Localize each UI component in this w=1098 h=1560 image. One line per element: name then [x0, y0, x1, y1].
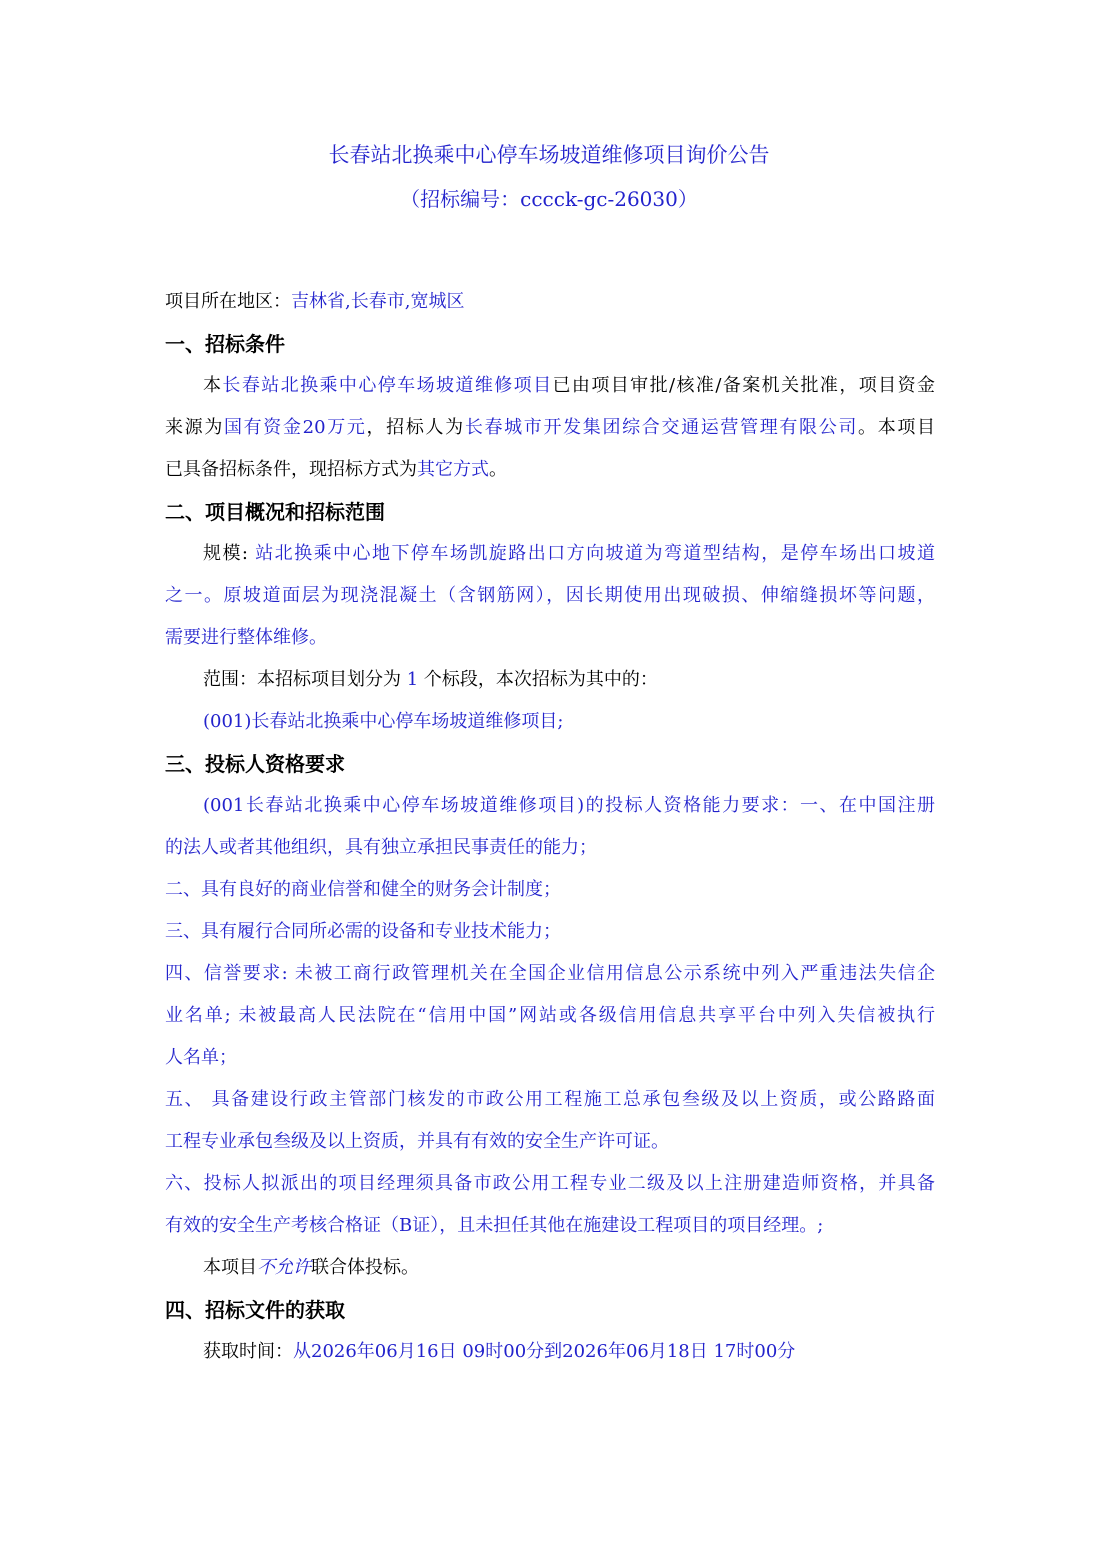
- project-region: 项目所在地区：吉林省,长春市,宽城区: [165, 291, 465, 312]
- section-1-line-3: 已具备招标条件，现招标方式为其它方式。: [165, 459, 507, 480]
- section-4-heading: 四、招标文件的获取: [165, 1298, 345, 1322]
- document-body: [165, 281, 935, 1373]
- scale-line-2: 之一。原坡道面层为现浇混凝土（含钢筋网），因长期使用出现破损、伸缩缝损坏等问题，: [165, 585, 935, 606]
- qual-line-6: 业名单; 未被最高人民法院在“信用中国”网站或各级信用信息共享平台中列入失信被执行: [165, 1005, 935, 1026]
- range-line: 范围：本招标项目划分为 1 个标段，本次招标为其中的：: [203, 669, 658, 690]
- lot-line: (001)长春站北换乘中心停车场坡道维修项目;: [203, 711, 564, 732]
- bid-number: （招标编号：cccck-gc-26030）: [400, 187, 698, 211]
- qual-line-5: 四、信誉要求: 未被工商行政管理机关在全国企业信用信息公示系统中列入严重违法失信企: [165, 963, 935, 984]
- qual-line-2: 的法人或者其他组织，具有独立承担民事责任的能力；: [165, 837, 597, 858]
- qual-line-4: 三、具有履行合同所必需的设备和专业技术能力；: [165, 921, 561, 942]
- page-title: 长春站北换乘中心停车场坡道维修项目询价公告: [328, 143, 770, 167]
- section-1-line-2: 来源为国有资金20万元，招标人为长春城市开发集团综合交通运营管理有限公司。本项目: [165, 417, 936, 438]
- section-1-line-1: 本长春站北换乘中心停车场坡道维修项目已由项目审批/核准/备案机关批准，项目资金: [203, 375, 935, 396]
- scale-line-1: 规模: 站北换乘中心地下停车场凯旋路出口方向坡道为弯道型结构，是停车场出口坡道: [203, 543, 935, 564]
- qual-line-9: 工程专业承包叁级及以上资质，并具有有效的安全生产许可证。: [165, 1131, 669, 1152]
- qual-line-10: 六、投标人拟派出的项目经理须具备市政公用工程专业二级及以上注册建造师资格，并具备: [165, 1173, 935, 1194]
- qual-line-1: (001长春站北换乘中心停车场坡道维修项目)的投标人资格能力要求：一、在中国注册: [203, 795, 935, 816]
- section-1-heading: 一、招标条件: [165, 332, 285, 356]
- section-3-heading: 三、投标人资格要求: [165, 752, 345, 776]
- section-2-heading: 二、项目概况和招标范围: [165, 500, 385, 524]
- qual-line-11: 有效的安全生产考核合格证（B证），且未担任其他在施建设工程项目的项目经理。;: [165, 1215, 824, 1236]
- acquire-time-line: 获取时间：从2026年06月16日 09时00分到2026年06月18日 17时00分: [203, 1341, 796, 1362]
- scale-line-3: 需要进行整体维修。: [165, 627, 327, 648]
- qual-line-8: 五、 具备建设行政主管部门核发的市政公用工程施工总承包叁级及以上资质，或公路路面: [165, 1089, 935, 1110]
- consortium-line: 本项目不允许联合体投标。: [203, 1257, 419, 1278]
- qual-line-7: 人名单；: [165, 1047, 237, 1068]
- qual-line-3: 二、具有良好的商业信誉和健全的财务会计制度；: [165, 879, 561, 900]
